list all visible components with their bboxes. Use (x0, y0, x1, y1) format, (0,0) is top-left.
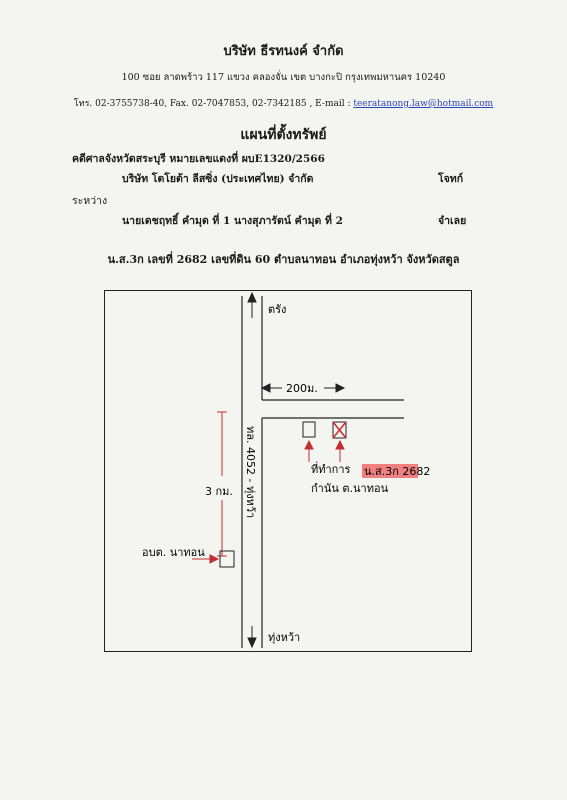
between-label: ระหว่าง (72, 195, 108, 207)
map-label-distance-east: 200ม. (286, 382, 318, 395)
company-address: 100 ซอย ลาดพร้าว 117 แขวง คลองจั่น เขต บางกะปิ กรุงเทพมหานคร 10240 (121, 72, 446, 83)
property-cross-mark (333, 422, 346, 438)
company-name: บริษัท ธีรทนงค์ จำกัด (223, 44, 344, 59)
map-label-road-name: ทล. 4052 - ทุ่งหว้า (244, 426, 257, 519)
email-link[interactable]: teeratanong.law@hotmail.com (353, 99, 494, 109)
map-label-distance-west: 3 กม. (205, 485, 233, 498)
map-label-top: ตรัง (268, 303, 287, 316)
plaintiff-name: บริษัท โตโยต้า ลีสซิ่ง (ประเทศไทย) จำกัด (122, 173, 314, 185)
map-label-property: น.ส.3ก 2682 (364, 465, 431, 478)
contact-numbers: โทร. 02-3755738-40, Fax. 02-7047853, 02-7342185 , E-mail : (73, 99, 354, 109)
case-number: คดีศาลจังหวัดสระบุรี หมายเลขแดงที่ ผบE1320/2566 (72, 153, 325, 165)
headman-office-icon (303, 422, 315, 437)
document-title: แผนที่ตั้งทรัพย์ (240, 127, 327, 143)
map-label-headman-office: ที่ทำการ กำนัน ต.นาทอน (311, 463, 389, 495)
plaintiff-role: โจทก์ (438, 173, 464, 185)
defendant-role: จำเลย (438, 215, 467, 227)
defendant-names: นายเดชฤทธิ์ คำมุด ที่ 1 นางสุภารัตน์ คำมุด ที่ 2 (122, 215, 343, 227)
map-label-office: อบต. นาทอน (142, 546, 205, 559)
title-deed-line: น.ส.3ก เลขที่ 2682 เลขที่ดิน 60 ตำบลนาทอน อำเภอทุ่งหว้า จังหวัดสตูล (107, 253, 460, 266)
map-label-bottom: ทุ่งหว้า (268, 631, 301, 644)
